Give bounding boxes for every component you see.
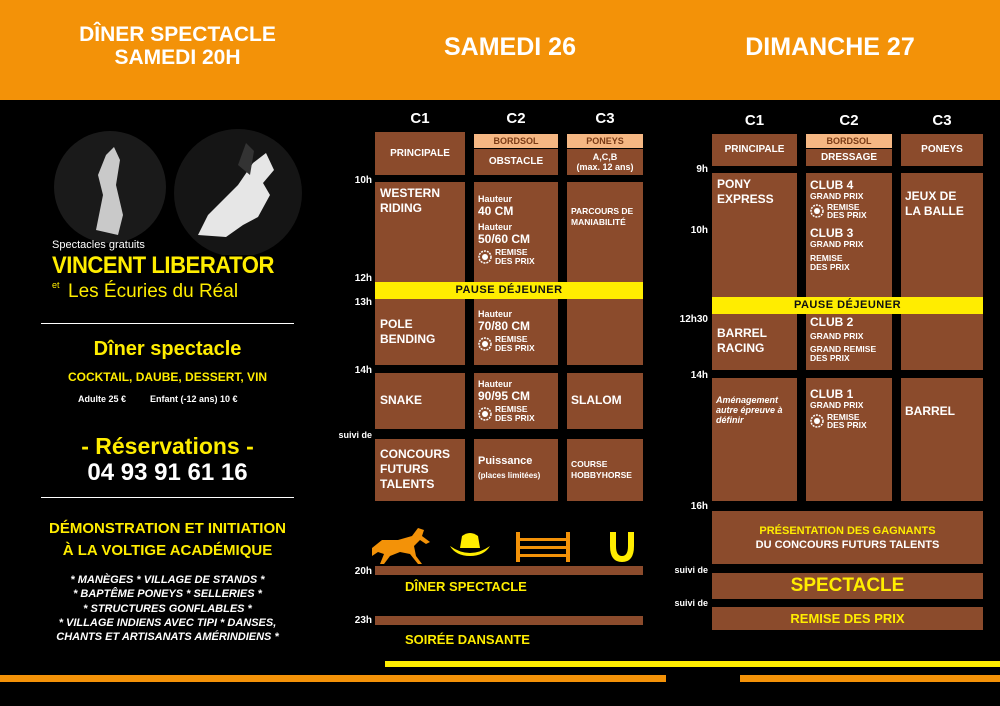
sat-obstacle-9095: Hauteur 90/95 CM REMISE DES PRIX — [474, 373, 558, 429]
sun-time-9h: 9h — [696, 164, 708, 175]
dinner-title: Dîner spectacle — [93, 338, 242, 360]
demonstration-heading: DÉMONSTRATION ET INITIATION À LA VOLTIGE ACADÉMIQUE — [49, 520, 286, 559]
sat-col-c1: C1 — [410, 110, 430, 127]
activity-line: * VILLAGE INDIENS AVEC TIPI * DANSES, — [58, 616, 277, 629]
sun-col-c3: C3 — [932, 112, 952, 129]
sun-club-1: CLUB 1 GRAND PRIX REMISE DES PRIX — [806, 378, 892, 501]
sat-time-20h: 20h — [354, 566, 372, 577]
sat-c3-top: PONEYS — [567, 134, 643, 148]
sat-diner-bar — [375, 566, 643, 575]
sun-pony-express: PONY EXPRESS — [712, 173, 797, 297]
sun-col-c2: C2 — [839, 112, 859, 129]
reservations-label: - Réservations - — [81, 433, 254, 459]
sun-time-suivi-2: suivi de — [674, 598, 708, 608]
sat-c1-header: PRINCIPALE — [375, 132, 465, 175]
rosette-icon — [478, 250, 492, 264]
sun-amenagement: Aménagement autre épreuve à définir — [712, 378, 797, 501]
artist-name: VINCENT LIBERATOR — [52, 252, 274, 279]
sat-soiree-dansante: SOIRÉE DANSANTE — [405, 632, 530, 647]
sat-pole-bending: POLE BENDING — [375, 299, 465, 365]
sat-c3-empty — [567, 299, 643, 365]
sun-club-2: CLUB 2 GRAND PRIX GRAND REMISE DES PRIX — [806, 314, 892, 370]
sat-obstacle-7080: Hauteur 70/80 CM REMISE DES PRIX — [474, 299, 558, 365]
award-badge: REMISE DES PRIX — [478, 405, 554, 422]
cowboy-hat-icon — [448, 530, 492, 564]
jump-obstacle-icon — [512, 530, 574, 564]
award-badge: REMISE DES PRIX — [810, 203, 888, 220]
sat-time-13h: 13h — [354, 297, 372, 308]
sun-c1-header: PRINCIPALE — [712, 134, 797, 166]
divider — [41, 497, 294, 498]
horse-icon — [368, 526, 434, 566]
sat-course-hobbyhorse: COURSE HOBBYHORSE — [567, 439, 643, 501]
award-badge: REMISE DES PRIX — [478, 248, 554, 265]
price-adult: Adulte 25 € — [78, 394, 127, 404]
price-child: Enfant (-12 ans) 10 € — [150, 394, 238, 404]
rosette-icon — [478, 337, 492, 351]
sat-time-12h: 12h — [354, 273, 372, 284]
sun-jeux-de-la-balle: JEUX DE LA BALLE — [901, 173, 983, 297]
sat-soiree-bar — [375, 616, 643, 625]
sat-time-10h: 10h — [354, 175, 372, 186]
sun-time-12h30: 12h30 — [679, 314, 708, 325]
sun-lunch-break: PAUSE DÉJEUNER — [712, 297, 983, 314]
free-shows-label: Spectacles gratuits — [52, 239, 145, 251]
header-banner — [0, 0, 1000, 100]
sat-col-c2: C2 — [506, 110, 526, 127]
sunday-heading: DIMANCHE 27 — [745, 33, 915, 61]
award-badge: REMISE DES PRIX — [478, 335, 554, 352]
sun-barrel-racing: BARREL RACING — [712, 314, 797, 370]
sun-c2-top: BORDSOL — [806, 134, 892, 148]
sun-col-c1: C1 — [744, 112, 765, 129]
dinner-menu: COCKTAIL, DAUBE, DESSERT, VIN — [67, 370, 268, 384]
bottom-line-yellow — [385, 661, 1000, 667]
sat-c2-header: OBSTACLE — [474, 149, 558, 175]
divider — [41, 323, 294, 324]
activity-line: * MANÈGES * VILLAGE DE STANDS * — [70, 574, 265, 586]
bottom-line-orange-left — [0, 675, 666, 682]
bottom-line-orange-right — [740, 675, 1000, 682]
award-badge: REMISE DES PRIX — [810, 413, 888, 430]
dinner-show-heading: DÎNER SPECTACLE SAMEDI 20H — [79, 23, 276, 69]
sun-remise-des-prix: REMISE DES PRIX — [712, 607, 983, 630]
sat-concours-futurs-talents: CONCOURS FUTURS TALENTS — [375, 439, 465, 501]
sun-c3-empty — [901, 314, 983, 370]
sun-c2-header: DRESSAGE — [806, 149, 892, 166]
sun-spectacle: SPECTACLE — [712, 573, 983, 599]
sat-time-23h: 23h — [354, 615, 372, 626]
phone-number[interactable]: 04 93 91 61 16 — [87, 459, 248, 486]
sat-time-suivi: suivi de — [338, 430, 372, 440]
sat-c3-header: A,C,B (max. 12 ans) — [567, 149, 643, 175]
sun-c3-header: PONEYS — [901, 134, 983, 166]
sat-snake: SNAKE — [375, 373, 465, 429]
rosette-icon — [810, 204, 824, 218]
and-label: et — [52, 280, 60, 290]
rosette-icon — [810, 414, 824, 428]
sun-time-16h: 16h — [690, 501, 708, 512]
rosette-icon — [478, 407, 492, 421]
horseshoe-icon — [604, 528, 640, 566]
saturday-heading: SAMEDI 26 — [444, 33, 576, 61]
horse-photo — [48, 125, 308, 255]
activity-line: * BAPTÊME PONEYS * SELLERIES * — [73, 588, 262, 601]
sun-dressage-morning: CLUB 4 GRAND PRIX REMISE DES PRIX CLUB 3 GRAND PRIX REMISE DES PRIX — [806, 173, 892, 297]
activities-list — [36, 573, 299, 644]
sat-puissance: Puissance (places limitées) — [474, 439, 558, 501]
sat-time-14h: 14h — [354, 365, 372, 376]
sun-time-14h: 14h — [690, 370, 708, 381]
ecuries-name: Les Écuries du Réal — [68, 281, 239, 302]
activity-line: CHANTS ET ARTISANATS AMÉRINDIENS * — [56, 631, 279, 644]
sat-diner-spectacle: DÎNER SPECTACLE — [405, 579, 527, 594]
activity-line: * STRUCTURES GONFLABLES * — [83, 602, 252, 615]
sat-lunch-break: PAUSE DÉJEUNER — [375, 282, 643, 299]
sun-barrel: BARREL — [901, 378, 983, 501]
sun-time-suivi-1: suivi de — [674, 565, 708, 575]
sat-c2-top: BORDSOL — [474, 134, 558, 148]
sat-col-c3: C3 — [595, 110, 615, 127]
sat-western-riding: WESTERN RIDING — [375, 182, 465, 282]
sat-parcours-maniabilite: PARCOURS DE MANIABILITÉ — [567, 182, 643, 282]
sat-slalom: SLALOM — [567, 373, 643, 429]
sat-obstacle-morning: Hauteur 40 CM Hauteur 50/60 CM REMISE DES PRIX — [474, 182, 558, 282]
sun-presentation-gagnants: PRÉSENTATION DES GAGNANTS DU CONCOURS FUTURS TALENTS — [712, 511, 983, 564]
sun-time-10h: 10h — [690, 225, 708, 236]
